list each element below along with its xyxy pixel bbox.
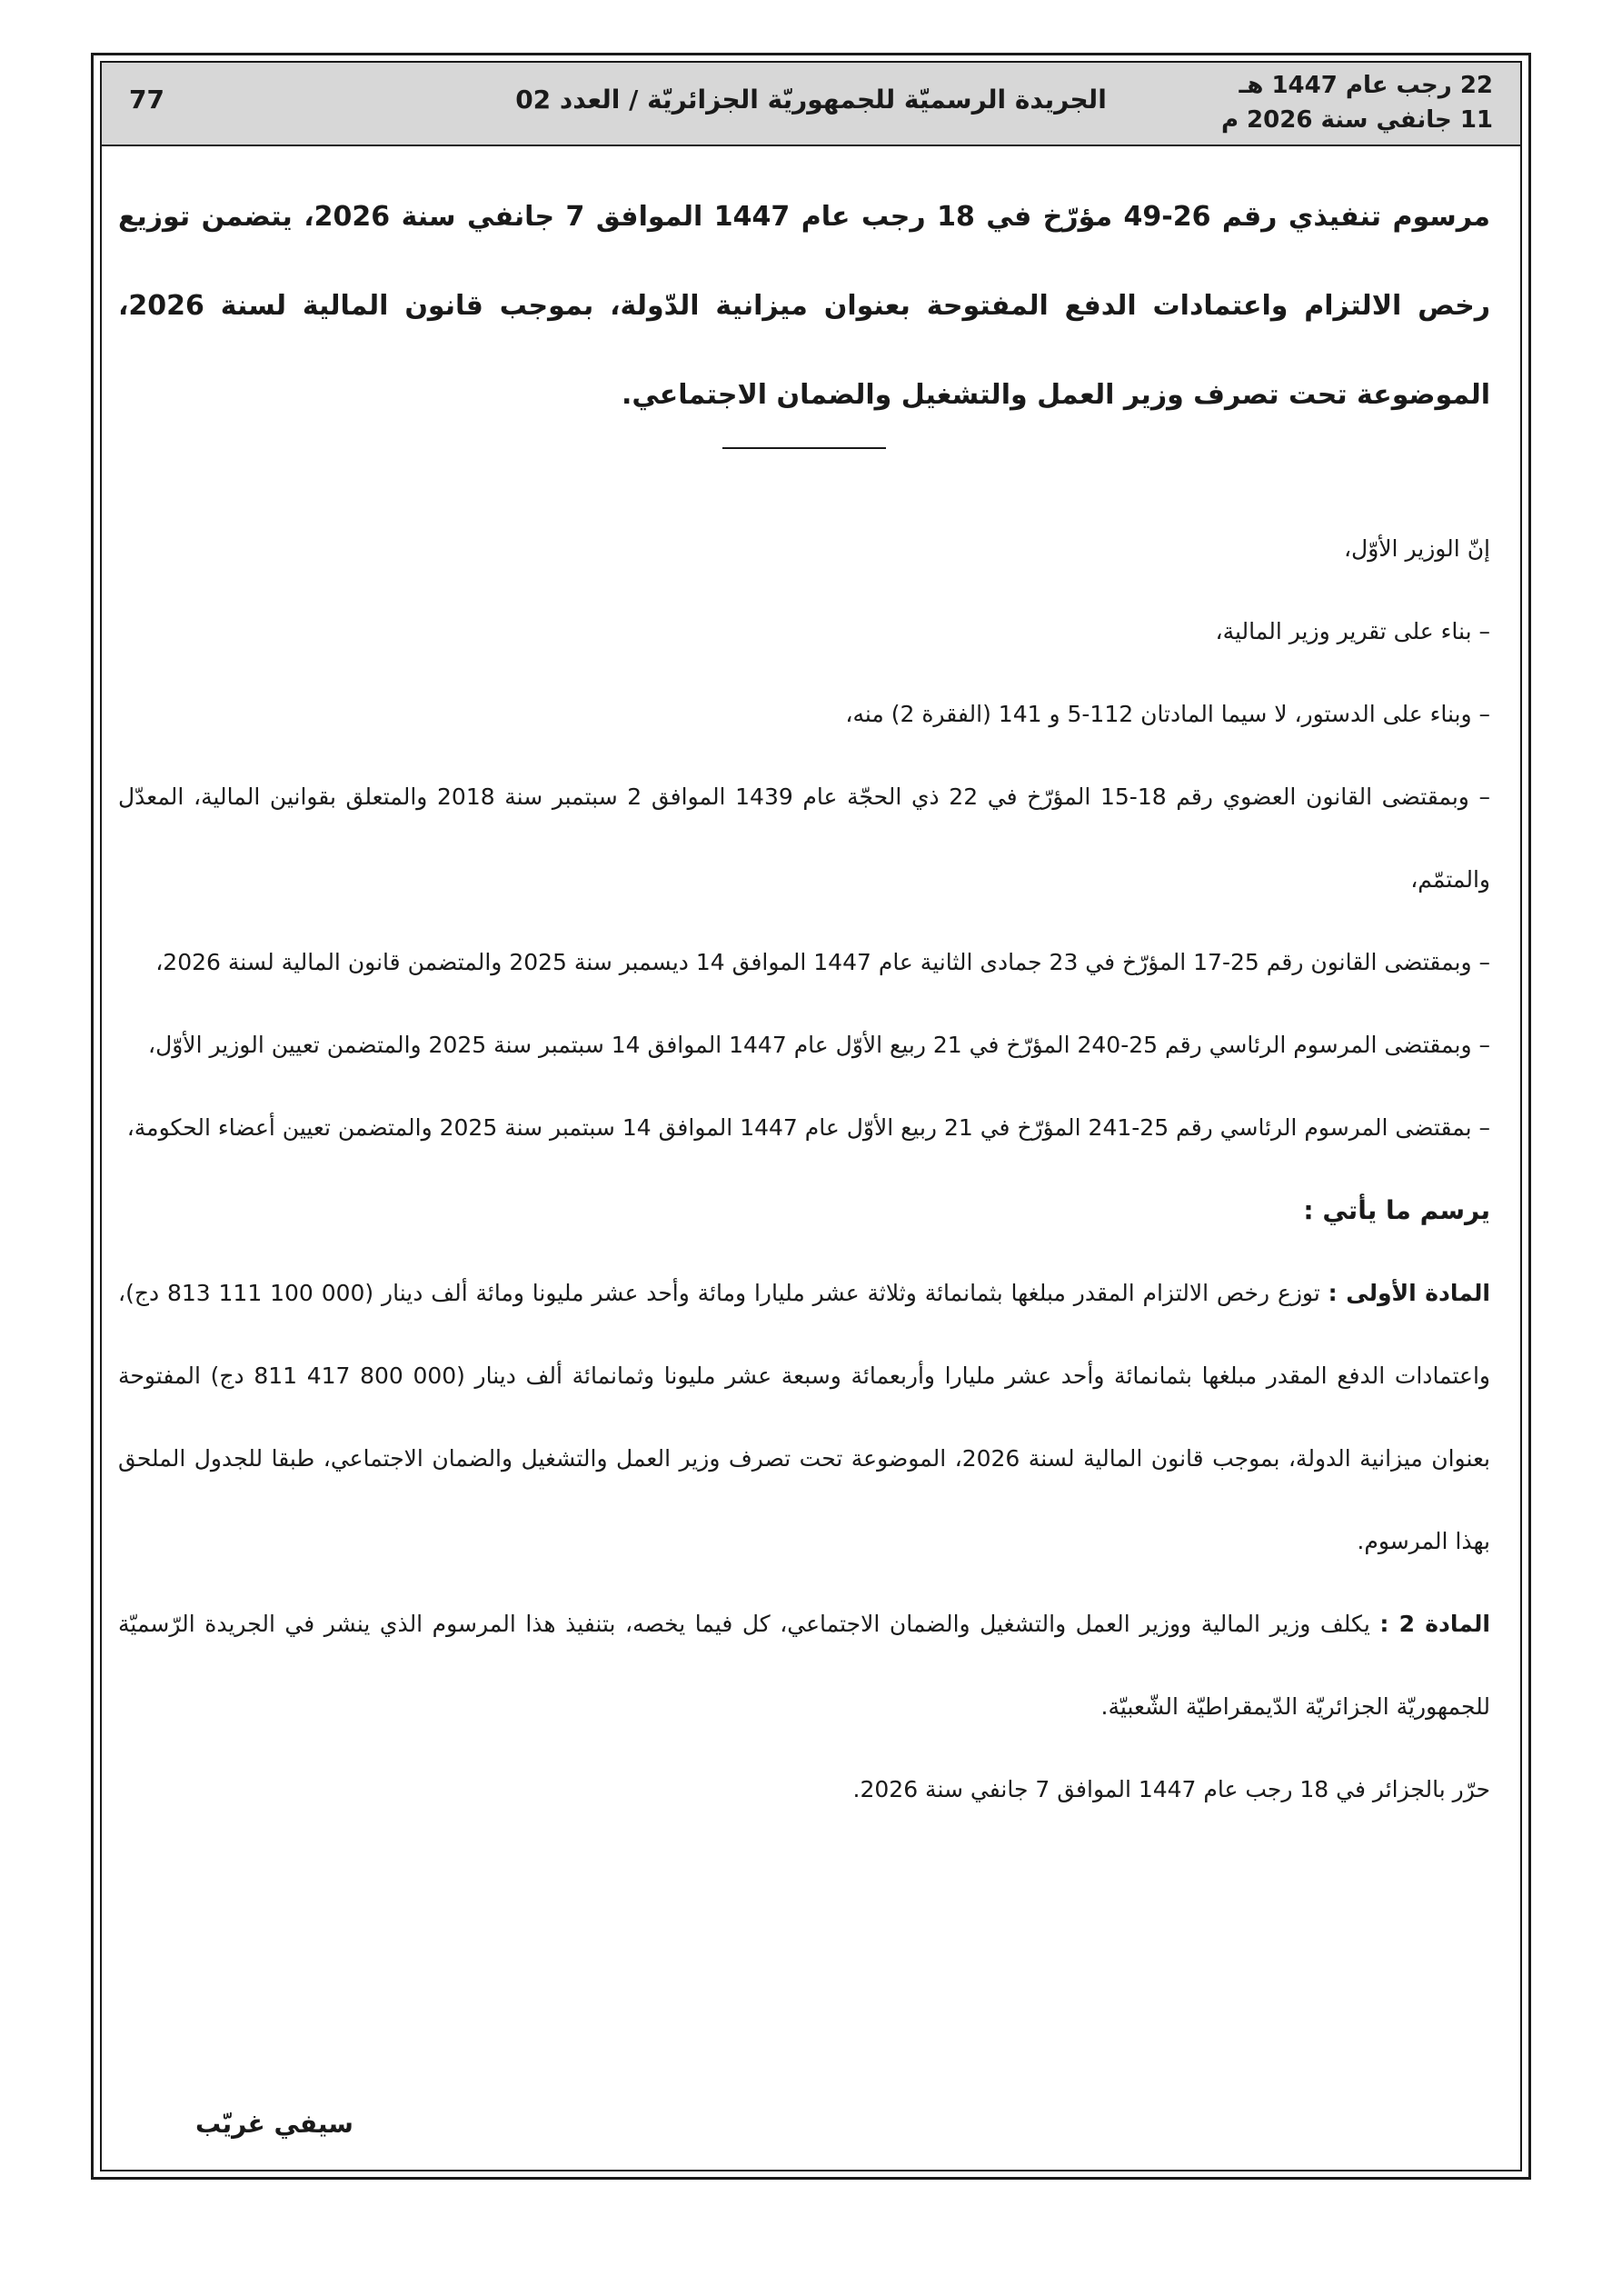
preamble-item: – بناء على تقرير وزير المالية، bbox=[1215, 618, 1490, 644]
article-2-heading: المادة 2 : bbox=[1379, 1611, 1490, 1637]
article-2-text: يكلف وزير المالية ووزير العمل والتشغيل والضمان الاجتماعي، كل فيما يخصه، بتنفيذ هذا المرسوم الذي ينشر في الجريدة الرّسميّة للجمهوريّة الجزائريّة الدّيمقراطيّة الشّعبيّة. bbox=[118, 1611, 1490, 1720]
header-date-hijri: 22 رجب عام 1447 هـ bbox=[1239, 72, 1493, 99]
article-1-text: توزع رخص الالتزام المقدر مبلغها بثمانمائة وثلاثة عشر مليارا ومائة وأحد عشر مليونا ومائة ألف دينار (000 100 111 813 دج)، واعتمادات الدفع المقدر مبلغها بثمانمائة وأحد عشر مليارا وأربعمائة وسبعة عشر مليونا وثمانمائة ألف دينار (000 800 417 811 دج) المفتوحة بعنوان ميزانية الدولة، بموجب قانون المالية لسنة 2026، الموضوعة تحت تصرف وزير العمل والتشغيل والضمان الاجتماعي، طبقا للجدول الملحق بهذا المرسوم. bbox=[118, 1280, 1491, 1554]
header-date-gregorian: 11 جانفي سنة 2026 م bbox=[1220, 106, 1493, 134]
done-at-line: حرّر بالجزائر في 18 رجب عام 1447 الموافق 7 جانفي سنة 2026. bbox=[852, 1776, 1490, 1802]
article-2 bbox=[118, 1582, 1490, 1748]
decrees-line: يرسم ما يأتي : bbox=[1303, 1195, 1490, 1225]
preamble-item: – بمقتضى المرسوم الرئاسي رقم 25-241 المؤرّخ في 21 ربيع الأوّل عام 1447 الموافق 14 سبتمبر سنة 2025 والمتضمن تعيين أعضاء الحكومة، bbox=[126, 1114, 1490, 1141]
preamble-item: – وبمقتضى المرسوم الرئاسي رقم 25-240 المؤرّخ في 21 ربيع الأوّل عام 1447 الموافق 14 سبتمبر سنة 2025 والمتضمن تعيين الوزير الأوّل، bbox=[148, 1032, 1490, 1058]
document-body bbox=[118, 173, 1490, 1834]
page-number: 77 bbox=[129, 85, 164, 115]
preamble-item: – وبناء على الدستور، لا سيما المادتان 112-5 و 141 (الفقرة 2) منه، bbox=[845, 701, 1490, 727]
signature: سيفي غريّب bbox=[195, 2109, 353, 2139]
header-title: الجريدة الرسميّة للجمهوريّة الجزائريّة / العدد 02 bbox=[515, 85, 1107, 115]
title-divider bbox=[722, 447, 886, 449]
preamble-item: – وبمقتضى القانون العضوي رقم 18-15 المؤرّخ في 22 ذي الحجّة عام 1439 الموافق 2 سبتمبر سنة 2018 والمتعلق بقوانين المالية، المعدّل والمتمّم، bbox=[118, 784, 1491, 893]
page-header bbox=[102, 63, 1520, 146]
preamble-opening: إنّ الوزير الأوّل، bbox=[1343, 535, 1490, 562]
article-1 bbox=[118, 1252, 1490, 1582]
preamble-item: – وبمقتضى القانون رقم 25-17 المؤرّخ في 23 جمادى الثانية عام 1447 الموافق 14 ديسمبر سنة 2025 والمتضمن قانون المالية لسنة 2026، bbox=[155, 949, 1490, 975]
decree-title: مرسوم تنفيذي رقم 26-49 مؤرّخ في 18 رجب عام 1447 الموافق 7 جانفي سنة 2026، يتضمن توزيع رخص الالتزام واعتمادات الدفع المفتوحة بعنوان ميزانية الدّولة، بموجب قانون المالية لسنة 2026، الموضوعة تحت تصرف وزير العمل والتشغيل والضمان الاجتماعي. bbox=[118, 201, 1491, 411]
article-1-heading: المادة الأولى : bbox=[1328, 1280, 1490, 1306]
